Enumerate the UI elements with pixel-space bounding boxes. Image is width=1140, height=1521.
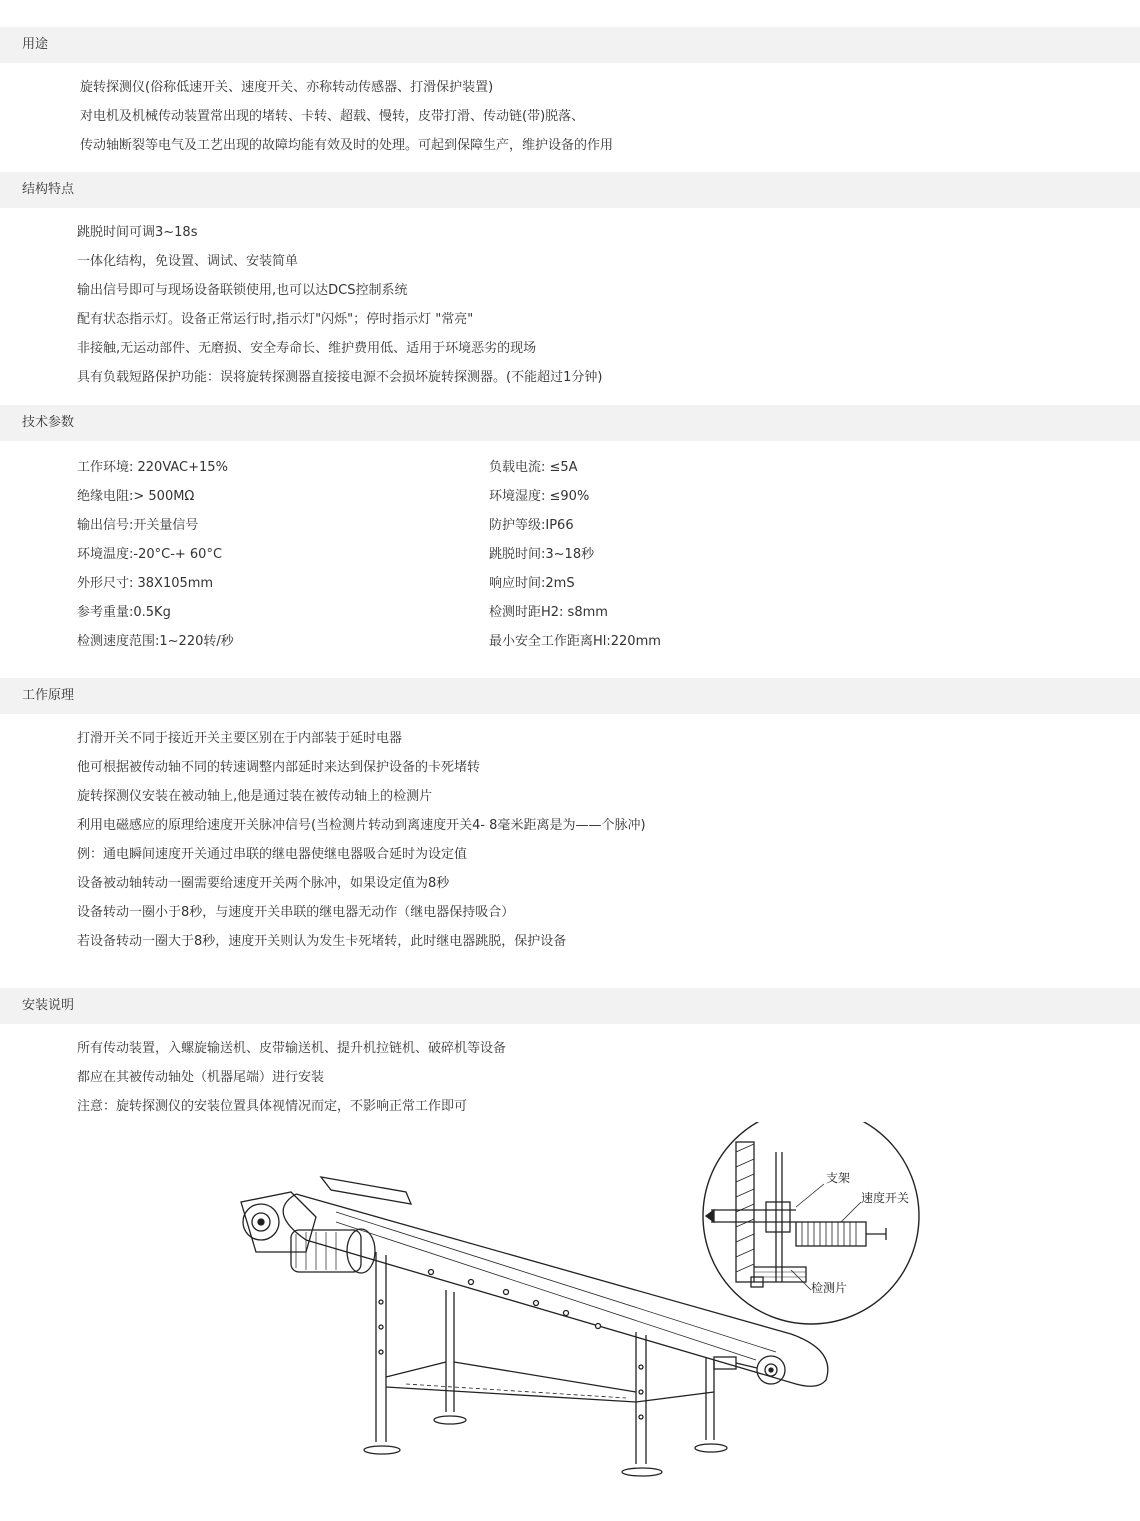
section-title: 用途 <box>22 37 49 52</box>
param-right: 负载电流: ≤5A <box>489 460 578 475</box>
install-line: 都应在其被传动轴处（机器尾端）进行安装 <box>77 1070 325 1085</box>
purpose-line: 传动轴断裂等电气及工艺出现的故障均能有效及时的处理。可起到保障生产，维护设备的作用 <box>80 138 614 153</box>
param-left: 绝缘电阻:> 500MΩ <box>77 489 195 504</box>
feature-line: 一体化结构，免设置、调试、安装简单 <box>77 254 299 269</box>
section-header-params <box>0 405 1140 441</box>
label-speed-switch: 速度开关 <box>861 1191 910 1205</box>
feature-line: 配有状态指示灯。设备正常运行时,指示灯"闪烁"；停时指示灯 "常亮" <box>77 312 474 327</box>
purpose-line: 旋转探测仪(俗称低速开关、速度开关、亦称转动传感器、打滑保护装置) <box>80 80 494 95</box>
section-header-features <box>0 172 1140 208</box>
feature-line: 非接触,无运动部件、无磨损、安全寿命长、维护费用低、适用于环境恶劣的现场 <box>77 341 537 356</box>
param-left: 输出信号:开关量信号 <box>77 518 199 533</box>
principle-line: 若设备转动一圈大于8秒，速度开关则认为发生卡死堵转，此时继电器跳脱，保护设备 <box>77 934 567 949</box>
principle-line: 设备转动一圈小于8秒，与速度开关串联的继电器无动作（继电器保持吸合） <box>77 905 515 920</box>
param-left: 工作环境: 220VAC+15% <box>77 460 228 475</box>
section-header-purpose <box>0 27 1140 63</box>
param-right: 环境湿度: ≤90% <box>489 489 590 504</box>
feature-line: 具有负载短路保护功能：误将旋转探测器直接接电源不会损坏旋转探测器。(不能超过1分钟) <box>77 370 603 385</box>
section-title: 工作原理 <box>22 688 75 703</box>
param-right: 最小安全工作距离Hl:220mm <box>489 634 661 649</box>
principle-line: 利用电磁感应的原理给速度开关脉冲信号(当检测片转动到离速度开关4- 8毫米距离是为——个脉冲) <box>77 818 646 833</box>
feature-line: 输出信号即可与现场设备联锁使用,也可以达DCS控制系统 <box>77 283 408 298</box>
label-bracket: 支架 <box>826 1171 851 1185</box>
section-title: 结构特点 <box>22 182 75 197</box>
param-right: 检测时距H2: s8mm <box>489 605 608 620</box>
param-left: 参考重量:0.5Kg <box>77 605 171 620</box>
install-line: 所有传动装置，入螺旋输送机、皮带输送机、提升机拉链机、破碎机等设备 <box>77 1041 507 1056</box>
section-header-principle <box>0 678 1140 714</box>
principle-line: 打滑开关不同于接近开关主要区别在于内部装于延时电器 <box>77 731 403 746</box>
param-left: 检测速度范围:1~220转/秒 <box>77 634 234 649</box>
label-detection-plate: 检测片 <box>811 1281 848 1295</box>
principle-line: 设备被动轴转动一圈需要给速度开关两个脉冲，如果设定值为8秒 <box>77 876 450 891</box>
param-right: 防护等级:IP66 <box>489 518 574 533</box>
param-left: 外形尺寸: 38X105mm <box>77 576 214 591</box>
param-right: 跳脱时间:3~18秒 <box>489 547 595 562</box>
feature-line: 跳脱时间可调3~18s <box>77 225 198 240</box>
section-title: 安装说明 <box>22 998 75 1013</box>
principle-line: 例：通电瞬间速度开关通过串联的继电器使继电器吸合延时为设定值 <box>77 847 468 862</box>
principle-line: 旋转探测仪安装在被动轴上,他是通过装在被传动轴上的检测片 <box>77 789 433 804</box>
section-title: 技术参数 <box>22 415 75 430</box>
conveyor-installation-figure <box>236 1122 926 1482</box>
param-left: 环境温度:-20°C-+ 60°C <box>77 547 223 562</box>
purpose-line: 对电机及机械传动装置常出现的堵转、卡转、超载、慢转，皮带打滑、传动链(带)脱落、 <box>80 109 585 124</box>
section-header-install <box>0 988 1140 1024</box>
install-line: 注意：旋转探测仪的安装位置具体视情况而定，不影响正常工作即可 <box>77 1099 468 1114</box>
param-right: 响应时间:2mS <box>489 576 575 591</box>
principle-line: 他可根据被传动轴不同的转速调整内部延时来达到保护设备的卡死堵转 <box>77 760 481 775</box>
